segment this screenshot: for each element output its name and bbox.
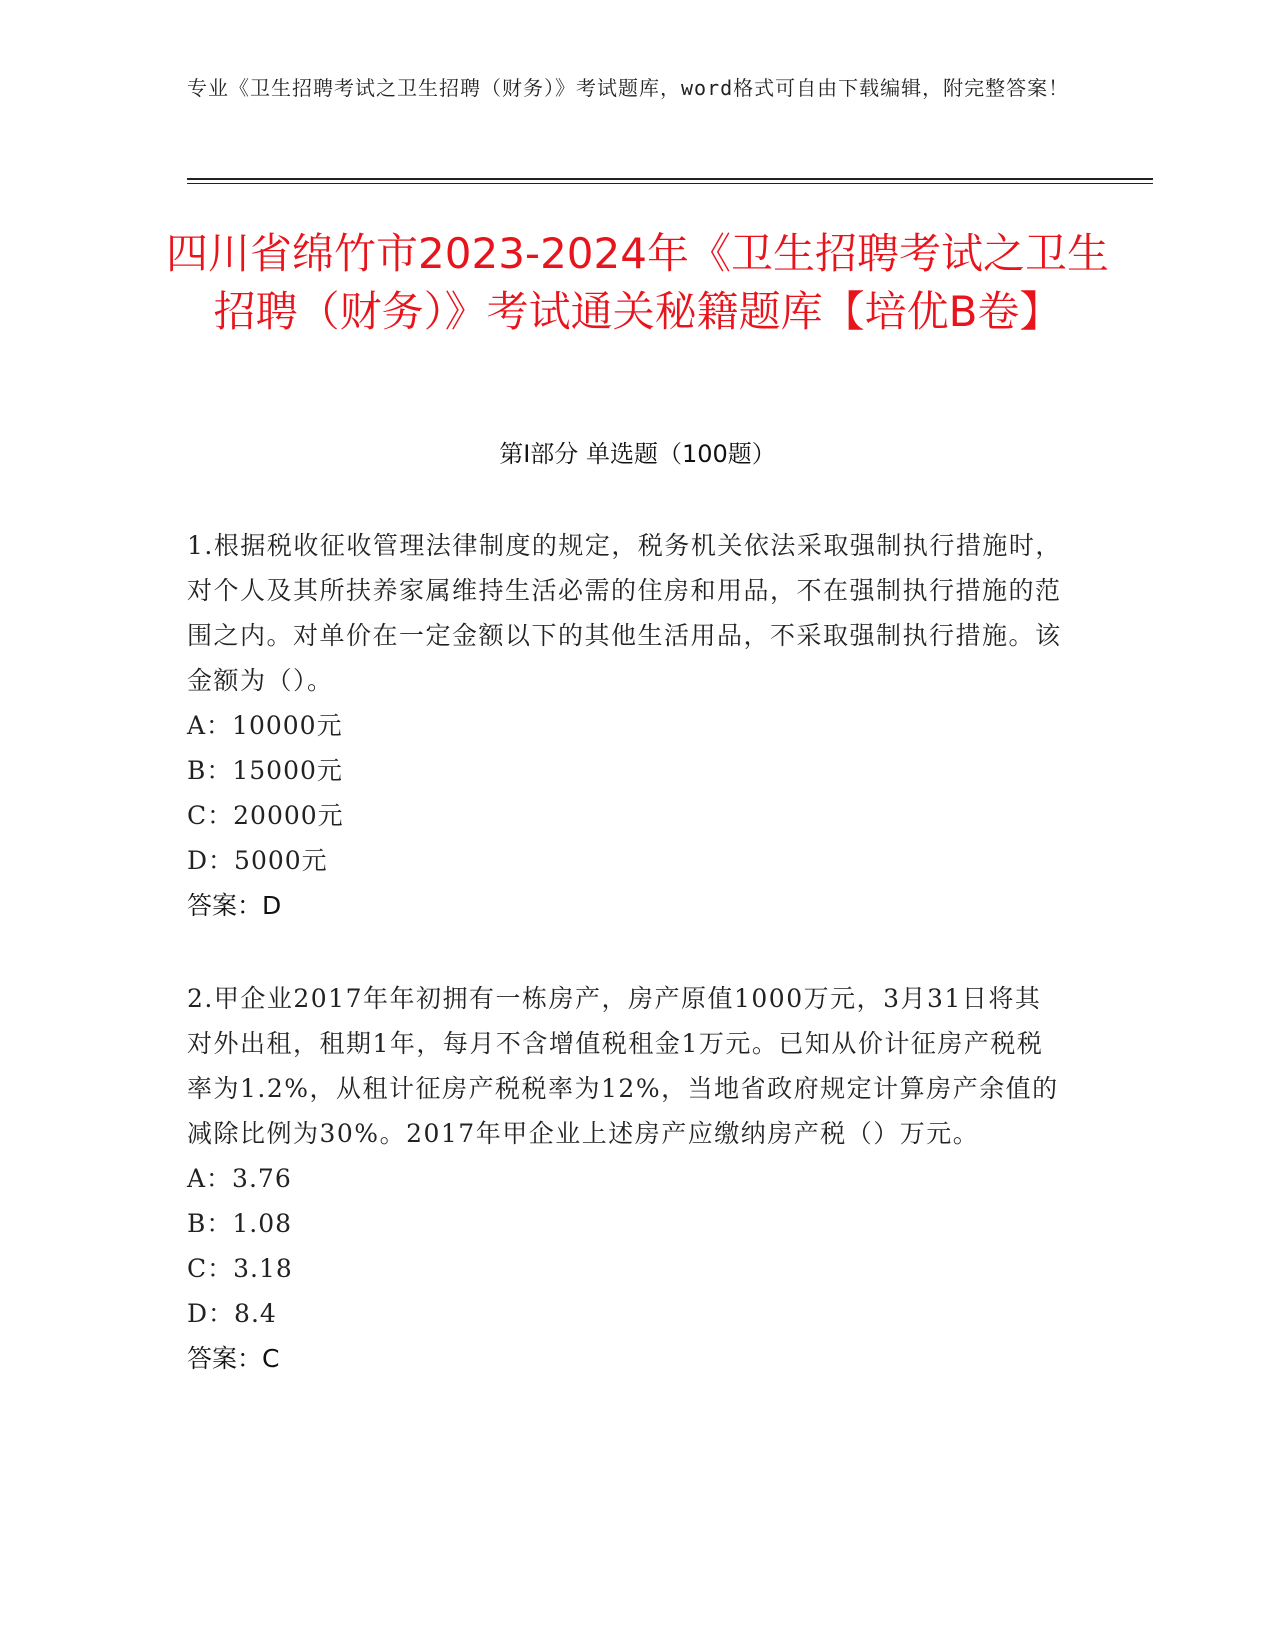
question-2 <box>187 976 1067 1381</box>
option-d: D：5000元 <box>187 846 328 875</box>
question-stem: 1.根据税收征收管理法律制度的规定，税务机关依法采取强制执行措施时，对个人及其所扶养家属维持生活必需的住房和用品，不在强制执行措施的范围之内。对单价在一定金额以下的其他生活用品，不采取强制执行措施。该金额为（）。 <box>187 531 1062 695</box>
header-note: 专业《卫生招聘考试之卫生招聘（财务）》考试题库，word格式可自由下载编辑，附完整答案！ <box>187 76 1070 100</box>
option-d: D：8.4 <box>187 1299 277 1328</box>
option-a: A：3.76 <box>187 1164 292 1193</box>
option-a: A：10000元 <box>187 711 343 740</box>
section-heading: 第I部分 单选题（100题） <box>499 440 776 468</box>
answer: 答案：D <box>187 891 282 920</box>
question-stem: 2.甲企业2017年年初拥有一栋房产，房产原值1000万元，3月31日将其对外出租，租期1年，每月不含增值税租金1万元。已知从价计征房产税税率为1.2%，从租计征房产税税率为12%，当地省政府规定计算房产余值的减除比例为30%。2017年甲企业上述房产应缴纳房产税（）万元。 <box>187 984 1059 1148</box>
header-divider-thick <box>187 178 1153 180</box>
option-c: C：3.18 <box>187 1254 293 1283</box>
option-b: B：1.08 <box>187 1209 293 1238</box>
answer: 答案：C <box>187 1344 280 1373</box>
option-b: B：15000元 <box>187 756 343 785</box>
document-title: 四川省绵竹市2023-2024年《卫生招聘考试之卫生招聘（财务）》考试通关秘籍题库【培优B卷】 <box>166 229 1109 336</box>
question-1 <box>187 523 1067 928</box>
option-c: C：20000元 <box>187 801 344 830</box>
header-divider-thin <box>187 183 1153 184</box>
